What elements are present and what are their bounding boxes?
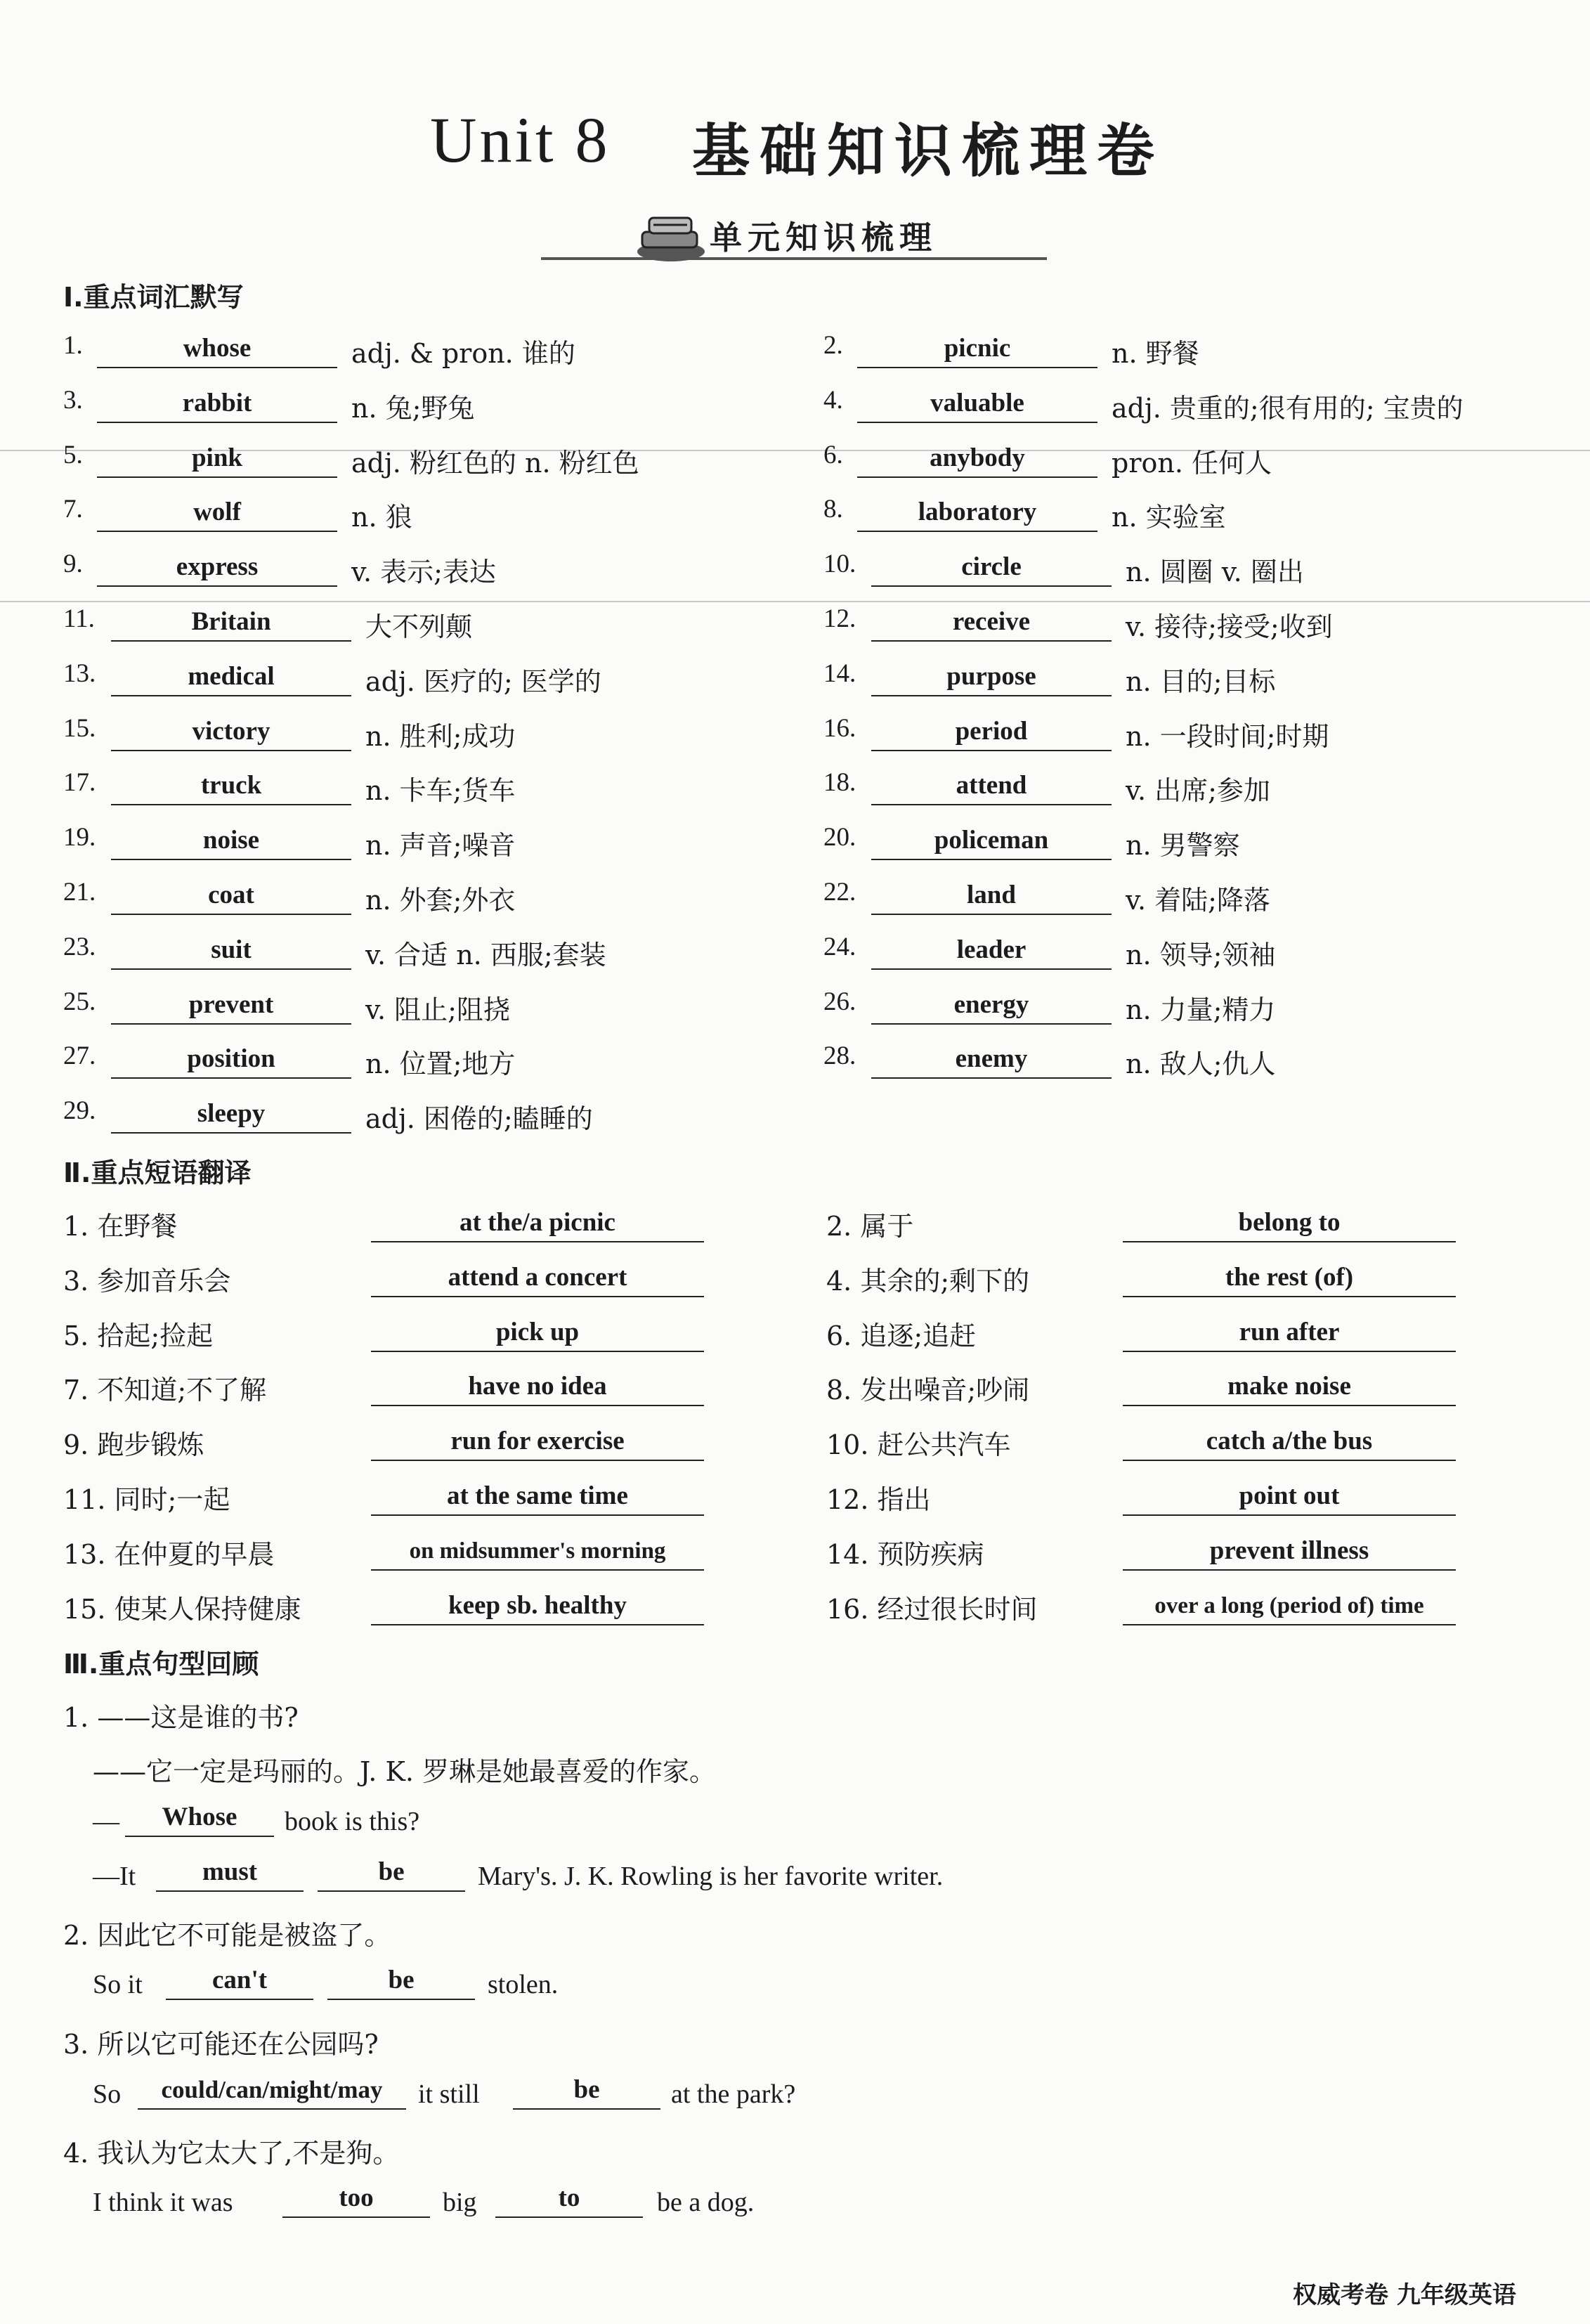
phrase-prompt: 5. 拾起;捡起 <box>63 1320 214 1351</box>
phrase-prompt: 3. 参加音乐会 <box>63 1266 231 1297</box>
vocab-answer: pink <box>97 440 337 478</box>
vocab-meaning: n. 目的;目标 <box>1126 666 1276 697</box>
vocab-answer: purpose <box>871 658 1112 696</box>
vocab-meaning: n. 敌人;仇人 <box>1126 1049 1276 1079</box>
vocab-item <box>0 440 1590 482</box>
vocab-meaning: n. 领导;领袖 <box>1126 940 1276 971</box>
vocab-number: 9. <box>63 550 83 578</box>
vocab-item <box>0 932 1590 974</box>
vocab-meaning: n. 兔;野兔 <box>351 393 475 424</box>
vocab-meaning: v. 接待;接受;收到 <box>1126 611 1333 642</box>
phrase-item <box>0 1259 1590 1301</box>
vocab-item <box>0 330 1590 372</box>
vocab-number: 1. <box>63 331 83 360</box>
sentence-2-blank-be: be <box>327 1962 475 2000</box>
footer-label: 权威考卷 九年级英语 <box>1293 2281 1516 2309</box>
phrase-answer: point out <box>1123 1478 1456 1516</box>
phrase-answer: pick up <box>371 1314 704 1352</box>
vocab-meaning: adj. 贵重的;很有用的; 宝贵的 <box>1112 393 1464 424</box>
vocab-item <box>0 1096 1590 1138</box>
phrase-item <box>0 1478 1590 1520</box>
phrase-prompt: 14. 预防疾病 <box>826 1539 984 1570</box>
vocab-item <box>0 877 1590 919</box>
vocab-answer: laboratory <box>857 494 1097 532</box>
sentence-1-blank-whose: Whose <box>125 1799 274 1837</box>
phrase-prompt: 16. 经过很长时间 <box>826 1594 1038 1625</box>
vocab-answer: truck <box>111 767 351 805</box>
vocab-number: 27. <box>63 1041 96 1070</box>
vocab-answer: sleepy <box>111 1096 351 1134</box>
sentence-3-blank-modal: could/can/might/may <box>138 2072 406 2110</box>
vocab-answer: noise <box>111 822 351 860</box>
vocab-answer: position <box>111 1041 351 1079</box>
sentence-1-blank-must: must <box>156 1854 304 1892</box>
vocab-number: 21. <box>63 878 96 907</box>
sentence-4-middle: big <box>443 2188 477 2217</box>
vocab-meaning: v. 着陆;降落 <box>1126 885 1270 916</box>
vocab-meaning: v. 阻止;阻挠 <box>365 994 510 1025</box>
vocab-answer: medical <box>111 658 351 696</box>
vocab-item <box>0 494 1590 536</box>
vocab-number: 11. <box>63 604 95 633</box>
vocab-number: 23. <box>63 933 96 961</box>
vocab-answer: circle <box>871 549 1112 587</box>
phrase-answer: catch a/the bus <box>1123 1423 1456 1461</box>
sentence-1-line2-suffix: Mary's. J. K. Rowling is her favorite writer. <box>478 1862 944 1891</box>
vocab-number: 26. <box>823 987 856 1016</box>
vocab-answer: enemy <box>871 1041 1112 1079</box>
vocab-meaning: n. 声音;噪音 <box>365 830 516 861</box>
vocab-number: 22. <box>823 878 856 907</box>
vocab-meaning: adj. & pron. 谁的 <box>351 338 575 369</box>
vocab-answer: coat <box>111 877 351 915</box>
phrase-answer: run after <box>1123 1314 1456 1352</box>
vocab-answer: wolf <box>97 494 337 532</box>
phrase-answer: prevent illness <box>1123 1533 1456 1571</box>
vocab-answer: suit <box>111 932 351 970</box>
vocab-meaning: n. 位置;地方 <box>365 1049 516 1079</box>
page-title: 基础知识梳理卷 <box>692 117 1165 185</box>
vocab-item <box>0 987 1590 1029</box>
vocab-meaning: v. 出席;参加 <box>1126 775 1270 806</box>
phrase-item <box>0 1368 1590 1410</box>
vocab-number: 10. <box>823 550 856 578</box>
phrase-answer: at the same time <box>371 1478 704 1516</box>
vocab-item <box>0 713 1590 755</box>
sentence-3-question: 3. 所以它可能还在公园吗? <box>63 2029 379 2060</box>
phrase-answer: make noise <box>1123 1368 1456 1406</box>
phrase-item <box>0 1533 1590 1575</box>
sentence-2-blank-cant: can't <box>166 1962 313 2000</box>
vocab-answer: policeman <box>871 822 1112 860</box>
phrase-prompt: 9. 跑步锻炼 <box>63 1429 204 1460</box>
phrase-prompt: 11. 同时;一起 <box>63 1484 230 1515</box>
sentence-4-blank-to: to <box>495 2180 643 2218</box>
phrase-prompt: 6. 追逐;追赶 <box>826 1320 977 1351</box>
vocab-number: 8. <box>823 495 843 524</box>
sentence-3-suffix: at the park? <box>671 2079 796 2109</box>
vocab-number: 19. <box>63 823 96 852</box>
sentence-1-question: 1. ——这是谁的书? <box>63 1702 299 1733</box>
vocab-number: 4. <box>823 386 843 415</box>
vocab-answer: victory <box>111 713 351 751</box>
sentence-1-translation: ——它一定是玛丽的。J. K. 罗琳是她最喜爱的作家。 <box>93 1756 716 1787</box>
phrase-item <box>0 1423 1590 1465</box>
vocab-number: 29. <box>63 1096 96 1125</box>
vocab-number: 15. <box>63 714 96 743</box>
sentence-2-suffix: stolen. <box>488 1970 559 1999</box>
vocab-number: 5. <box>63 441 83 469</box>
phrase-prompt: 8. 发出噪音;吵闹 <box>826 1375 1030 1406</box>
phrase-answer: over a long (period of) time <box>1123 1588 1456 1625</box>
vocab-meaning: n. 胜利;成功 <box>365 721 516 752</box>
phrase-answer: at the/a picnic <box>371 1205 704 1242</box>
vocab-item <box>0 385 1590 427</box>
vocab-number: 24. <box>823 933 856 961</box>
vocab-number: 2. <box>823 331 843 360</box>
section-sentences-heading: Ⅲ.重点句型回顾 <box>63 1649 259 1680</box>
vocab-number: 17. <box>63 768 96 797</box>
vocab-number: 7. <box>63 495 83 524</box>
vocab-item <box>0 1041 1590 1083</box>
phrase-item <box>0 1314 1590 1356</box>
vocab-answer: attend <box>871 767 1112 805</box>
vocab-answer: Britain <box>111 604 351 642</box>
sentence-1-line2-prefix: —It <box>93 1862 136 1891</box>
vocab-meaning: adj. 医疗的; 医学的 <box>365 666 601 697</box>
vocab-answer: express <box>97 549 337 587</box>
phrase-item <box>0 1205 1590 1247</box>
phrase-prompt: 1. 在野餐 <box>63 1211 178 1242</box>
vocab-meaning: n. 圆圈 v. 圈出 <box>1126 557 1304 588</box>
vocab-meaning: n. 一段时间;时期 <box>1126 721 1329 752</box>
phrase-answer: keep sb. healthy <box>371 1588 704 1625</box>
phrase-prompt: 2. 属于 <box>826 1211 914 1242</box>
section-phrases-heading: Ⅱ.重点短语翻译 <box>63 1157 252 1188</box>
phrase-answer: on midsummer's morning <box>371 1533 704 1571</box>
vocab-meaning: 大不列颠 <box>365 611 473 642</box>
vocab-item <box>0 822 1590 864</box>
phrase-prompt: 13. 在仲夏的早晨 <box>63 1539 275 1570</box>
vocab-answer: valuable <box>857 385 1097 423</box>
vocab-answer: receive <box>871 604 1112 642</box>
sentence-4-blank-too: too <box>282 2180 430 2218</box>
sentence-3-prefix: So <box>93 2079 122 2109</box>
sentence-3-blank-be: be <box>513 2072 660 2110</box>
scan-line <box>0 601 1590 602</box>
unit-title: Unit 8 <box>430 104 611 176</box>
banner-label: 单元知识梳理 <box>710 219 937 257</box>
vocab-number: 28. <box>823 1041 856 1070</box>
vocab-number: 12. <box>823 604 856 633</box>
vocab-item <box>0 604 1590 646</box>
phrase-prompt: 10. 赶公共汽车 <box>826 1429 1011 1460</box>
vocab-answer: whose <box>97 330 337 368</box>
banner-underline <box>541 257 1047 260</box>
vocab-meaning: n. 男警察 <box>1126 830 1240 861</box>
vocab-number: 3. <box>63 386 83 415</box>
vocab-meaning: v. 合适 n. 西服;套装 <box>365 940 606 971</box>
vocab-answer: picnic <box>857 330 1097 368</box>
vocab-item <box>0 767 1590 810</box>
vocab-meaning: n. 外套;外衣 <box>365 885 516 916</box>
sentence-4-suffix: be a dog. <box>657 2188 755 2217</box>
sentence-2-prefix: So it <box>93 1970 143 1999</box>
vocab-meaning: n. 卡车;货车 <box>365 775 516 806</box>
vocab-answer: period <box>871 713 1112 751</box>
vocab-number: 16. <box>823 714 856 743</box>
vocab-answer: energy <box>871 987 1112 1025</box>
vocab-answer: land <box>871 877 1112 915</box>
phrase-prompt: 4. 其余的;剩下的 <box>826 1266 1030 1297</box>
vocab-meaning: n. 野餐 <box>1112 338 1199 369</box>
phrase-answer: run for exercise <box>371 1423 704 1461</box>
vocab-number: 18. <box>823 768 856 797</box>
vocab-answer: rabbit <box>97 385 337 423</box>
vocab-meaning: n. 狼 <box>351 502 412 533</box>
vocab-meaning: v. 表示;表达 <box>351 557 496 588</box>
sentence-3-middle: it still <box>418 2079 480 2109</box>
vocab-answer: leader <box>871 932 1112 970</box>
vocab-meaning: pron. 任何人 <box>1112 448 1272 479</box>
vocab-number: 25. <box>63 987 96 1016</box>
vocab-meaning: adj. 粉红色的 n. 粉红色 <box>351 448 639 479</box>
sentence-1-line1-prefix: — <box>93 1807 119 1836</box>
vocab-number: 6. <box>823 441 843 469</box>
phrase-prompt: 12. 指出 <box>826 1484 931 1515</box>
section-vocab-heading: Ⅰ.重点词汇默写 <box>63 282 244 313</box>
vocab-meaning: n. 实验室 <box>1112 502 1226 533</box>
phrase-answer: attend a concert <box>371 1259 704 1297</box>
vocab-number: 20. <box>823 823 856 852</box>
phrase-prompt: 7. 不知道;不了解 <box>63 1375 267 1406</box>
sentence-1-blank-be: be <box>318 1854 465 1892</box>
vocab-number: 14. <box>823 659 856 688</box>
phrase-answer: the rest (of) <box>1123 1259 1456 1297</box>
vocab-answer: prevent <box>111 987 351 1025</box>
vocab-meaning: n. 力量;精力 <box>1126 994 1276 1025</box>
vocab-item <box>0 549 1590 591</box>
vocab-item <box>0 658 1590 701</box>
phrase-item <box>0 1588 1590 1630</box>
phrase-answer: have no idea <box>371 1368 704 1406</box>
sentence-4-prefix: I think it was <box>93 2188 233 2217</box>
phrase-answer: belong to <box>1123 1205 1456 1242</box>
vocab-number: 13. <box>63 659 96 688</box>
sentence-2-question: 2. 因此它不可能是被盗了。 <box>63 1920 391 1951</box>
sentence-1-line1-suffix: book is this? <box>285 1807 420 1836</box>
vocab-answer: anybody <box>857 440 1097 478</box>
sentence-4-question: 4. 我认为它太大了,不是狗。 <box>63 2138 400 2169</box>
phrase-prompt: 15. 使某人保持健康 <box>63 1594 301 1625</box>
vocab-meaning: adj. 困倦的;瞌睡的 <box>365 1103 593 1134</box>
